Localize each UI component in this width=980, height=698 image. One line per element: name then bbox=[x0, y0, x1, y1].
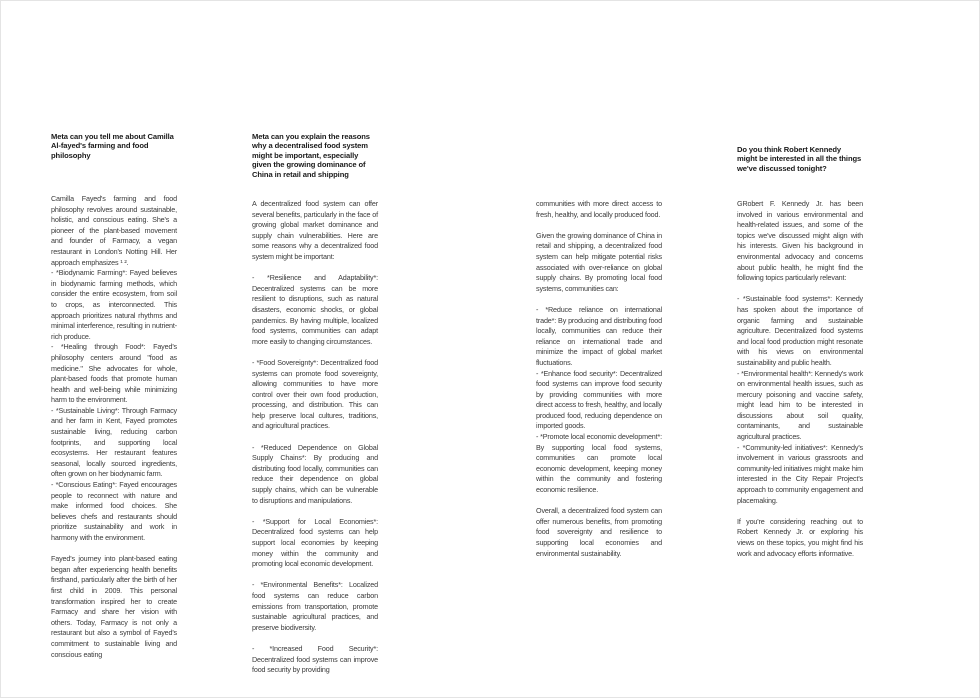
paragraph-gap bbox=[252, 506, 378, 517]
paragraph: If you're considering reaching out to Robert Kennedy Jr. or exploring his views on these topics, you might find his work and advocacy efforts informative. bbox=[737, 516, 863, 558]
paragraph: - *Environmental Benefits*: Localized food systems can reduce carbon emissions from transportation, promote sustainable agricultural practices, and preserve biodiversity. bbox=[252, 580, 378, 632]
paragraph: - *Sustainable food systems*: Kennedy has spoken about the importance of organic farming and sustainable agriculture. Decentralized food systems and local food production might resonate with his views on environmental sustainability and public health. bbox=[737, 294, 863, 367]
paragraph: A decentralized food system can offer several benefits, particularly in the face of growing global market dominance and supply chain vulnerabilities. Here are some reasons why a decentralized food system might be important: bbox=[252, 199, 378, 261]
column-4-body bbox=[737, 199, 863, 559]
paragraph: Fayed's journey into plant-based eating began after experiencing health benefits firsthand, particularly after the birth of her first child in 2009. This personal transformation inspired her to create Farmacy and share her vision with others. Today, Farmacy is not only a restaurant but also a symbol of Fayed's commitment to sustainable living and conscious eating bbox=[51, 554, 177, 659]
question-heading: Meta can you explain the reasons why a decentralised food system might be important, especially given the growing dominance of China in retail and shipping bbox=[252, 132, 370, 179]
paragraph-gap bbox=[536, 496, 662, 507]
paragraph: - *Enhance food security*: Decentralized food systems can improve food security by providing communities with more direct access to fresh, healthy, and locally produced food, reducing dependence on imported goods. bbox=[536, 368, 662, 431]
paragraph-gap bbox=[252, 432, 378, 443]
paragraph: - *Reduced Dependence on Global Supply Chains*: By producing and distributing food locally, communities can reduce their dependence on global supply chains, which can be vulnerable to disruptions and manipulations. bbox=[252, 442, 378, 505]
paragraph-gap bbox=[252, 570, 378, 581]
column-1 bbox=[51, 132, 177, 160]
paragraph: - *Sustainable Living*: Through Farmacy and her farm in Kent, Fayed promotes sustainable living, reducing carbon footprints, and supporting local ecosystems. Her restaurant features seasonal, locally sourced ingredients, often grown on her biodynamic farm. bbox=[51, 405, 177, 479]
paragraph: - *Biodynamic Farming*: Fayed believes in biodynamic farming methods, which consider the entire ecosystem, from soil to crops, as interconnected. This approach prioritizes natural rhythms and minimal interference, resulting in nutrient-rich produce. bbox=[51, 268, 177, 341]
paragraph: communities with more direct access to fresh, healthy, and locally produced food. bbox=[536, 199, 662, 219]
paragraph: - *Food Sovereignty*: Decentralized food systems can promote food sovereignty, allowing communities to have more control over their own food production, processing, and distribution. This can help preserve local cultures, traditions, and agricultural practices. bbox=[252, 357, 378, 431]
paragraph-gap bbox=[252, 263, 378, 274]
paragraph: - *Conscious Eating*: Fayed encourages people to reconnect with nature and make informed food choices. She believes chefs and restaurants should prioritize sustainability and work in harmony with the environment. bbox=[51, 480, 177, 542]
column-2 bbox=[252, 132, 378, 179]
column-4 bbox=[737, 145, 863, 173]
paragraph: - *Promote local economic development*: By supporting local food systems, communities can promote local economic development, keeping money within the community and fostering economic resilience. bbox=[536, 432, 662, 495]
question-heading: Meta can you tell me about Camilla Al-fayed's farming and food philosophy bbox=[51, 132, 174, 160]
paragraph: - *Reduce reliance on international trade*: By producing and distributing food locally, communities can reduce their reliance on international trade and minimize the impact of global market fluctuations. bbox=[536, 304, 662, 367]
paragraph: Overall, a decentralized food system can offer numerous benefits, from promoting food sovereignty and resilience to supporting local economies and environmental sustainability. bbox=[536, 506, 662, 558]
paragraph: - *Support for Local Economies*: Decentralized food systems can help support local economies by keeping money within the community and promoting local economic development. bbox=[252, 516, 378, 569]
paragraph-gap bbox=[252, 633, 378, 644]
paragraph: - *Community-led initiatives*: Kennedy's involvement in various grassroots and community-led initiatives might make him interested in the City Repair Project's approach to community engagement and placemaking. bbox=[737, 442, 863, 505]
paragraph: Camilla Fayed's farming and food philosophy revolves around sustainable, holistic, and conscious eating. She's a pioneer of the plant-based movement and founder of Farmacy, a vegan restaurant in London's Notting Hill. Her approach emphasizes ¹ ². bbox=[51, 194, 177, 267]
paragraph: GRobert F. Kennedy Jr. has been involved in various environmental and health-related issues, and some of the topics we've discussed might align with his interests. Given his background in environmental advocacy and concerns about public health, he might find the following topics particularly relevant: bbox=[737, 199, 863, 283]
question-heading: Do you think Robert Kennedy might be interested in all the things we've discussed tonight? bbox=[737, 145, 862, 173]
paragraph: - *Resilience and Adaptability*: Decentralized systems can be more resilient to disruptions, such as natural disasters, economic shocks, or global pandemics. By having multiple, localized food systems, communities can adapt more easily to changing circumstances. bbox=[252, 273, 378, 346]
paragraph-gap bbox=[737, 506, 863, 517]
paragraph-gap bbox=[536, 294, 662, 305]
column-3-body bbox=[536, 199, 662, 559]
paragraph: - *Healing through Food*: Fayed's philosophy centers around "food as medicine." She advocates for whole, plant-based foods that promote human health and well-being while minimizing harm to the environment. bbox=[51, 342, 177, 405]
paragraph-gap bbox=[51, 544, 177, 555]
paragraph-gap bbox=[252, 347, 378, 358]
paragraph-gap bbox=[536, 220, 662, 231]
paragraph: - *Environmental health*: Kennedy's work on environmental health issues, such as mercury poisoning and vaccine safety, might lead him to be interested in discussions about soil quality, contaminants, and sustainable agricultural practices. bbox=[737, 368, 864, 442]
column-2-body bbox=[252, 199, 378, 676]
paragraph-gap bbox=[737, 284, 863, 295]
paragraph: - *Increased Food Security*: Decentralized food systems can improve food security by providing bbox=[252, 643, 378, 675]
paragraph: Given the growing dominance of China in retail and shipping, a decentralized food system can help mitigate potential risks associated with over-reliance on global supply chains. By promoting local food systems, communities can: bbox=[536, 230, 662, 293]
column-1-body bbox=[51, 194, 177, 660]
